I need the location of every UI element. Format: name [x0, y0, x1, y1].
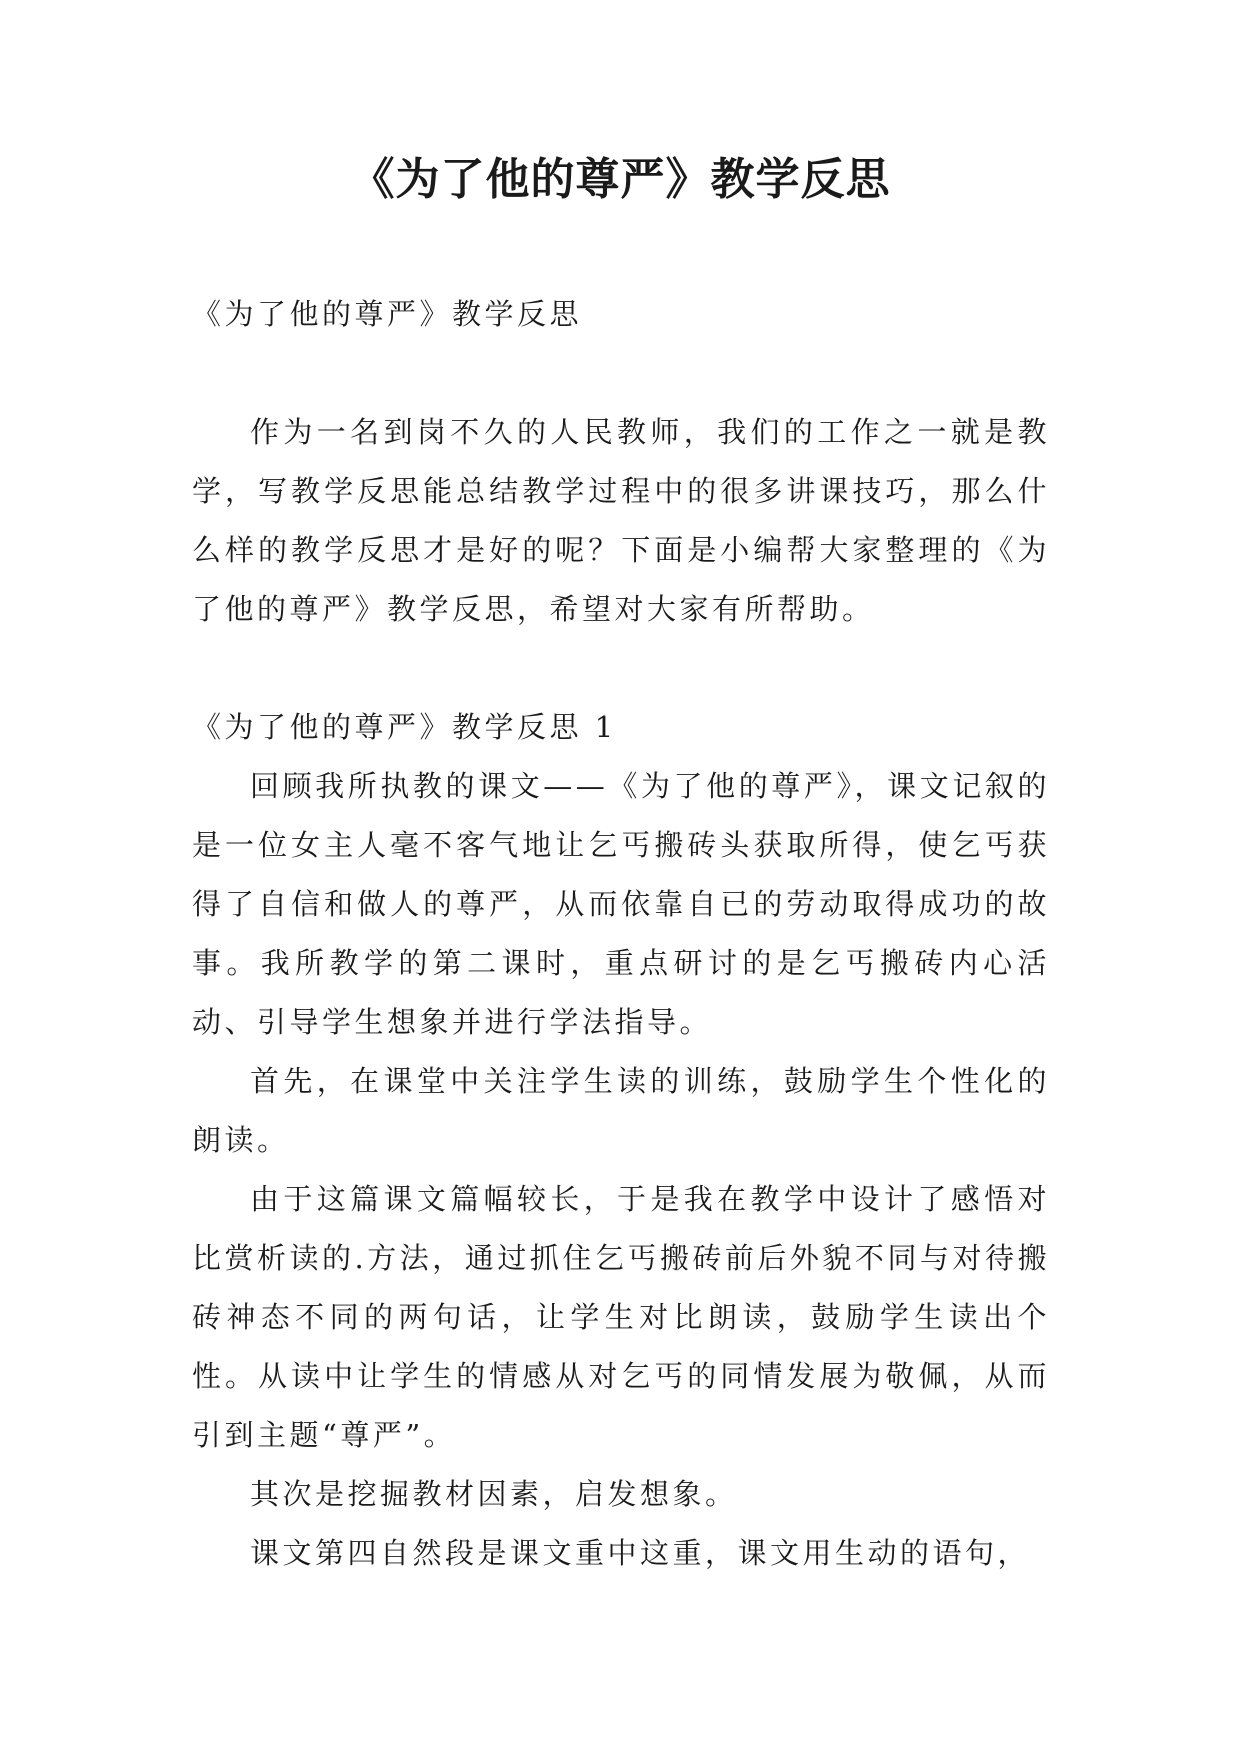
body-paragraph: 课文第四自然段是课文重中这重，课文用生动的语句， [250, 1536, 1031, 1570]
body-paragraph: 其次是挖掘教材因素，启发想象。 [250, 1477, 738, 1511]
body-paragraph: 回顾我所执教的课文——《为了他的尊严》，课文记叙的是一位女主人毫不客气地让乞丐搬砖头获取所得，使乞丐获得了自信和做人的尊严，从而依靠自已的劳动取得成功的故事。我所教学的第二课时，重点研讨的是乞丐搬砖内心活动、引导学生想象并进行学法指导。 [192, 769, 1050, 1039]
body-paragraph: 由于这篇课文篇幅较长，于是我在教学中设计了感悟对比赏析读的.方法，通过抓住乞丐搬砖前后外貌不同与对待搬砖神态不同的两句话，让学生对比朗读，鼓励学生读出个性。从读中让学生的情感从对乞丐的同情发展为敬佩，从而引到主题“尊严”。 [192, 1182, 1050, 1452]
document-subtitle: 《为了他的尊严》教学反思 [192, 297, 583, 331]
intro-paragraph: 作为一名到岗不久的人民教师，我们的工作之一就是教学，写教学反思能总结教学过程中的很多讲课技巧，那么什么样的教学反思才是好的呢？下面是小编帮大家整理的《为了他的尊严》教学反思，希望对大家有所帮助。 [192, 415, 1050, 626]
document-title: 《为了他的尊严》教学反思 [350, 154, 891, 205]
section-body [192, 757, 1050, 1583]
body-paragraph: 首先，在课堂中关注学生读的训练，鼓励学生个性化的朗读。 [192, 1064, 1050, 1157]
section-heading: 《为了他的尊严》教学反思 1 [192, 710, 617, 744]
